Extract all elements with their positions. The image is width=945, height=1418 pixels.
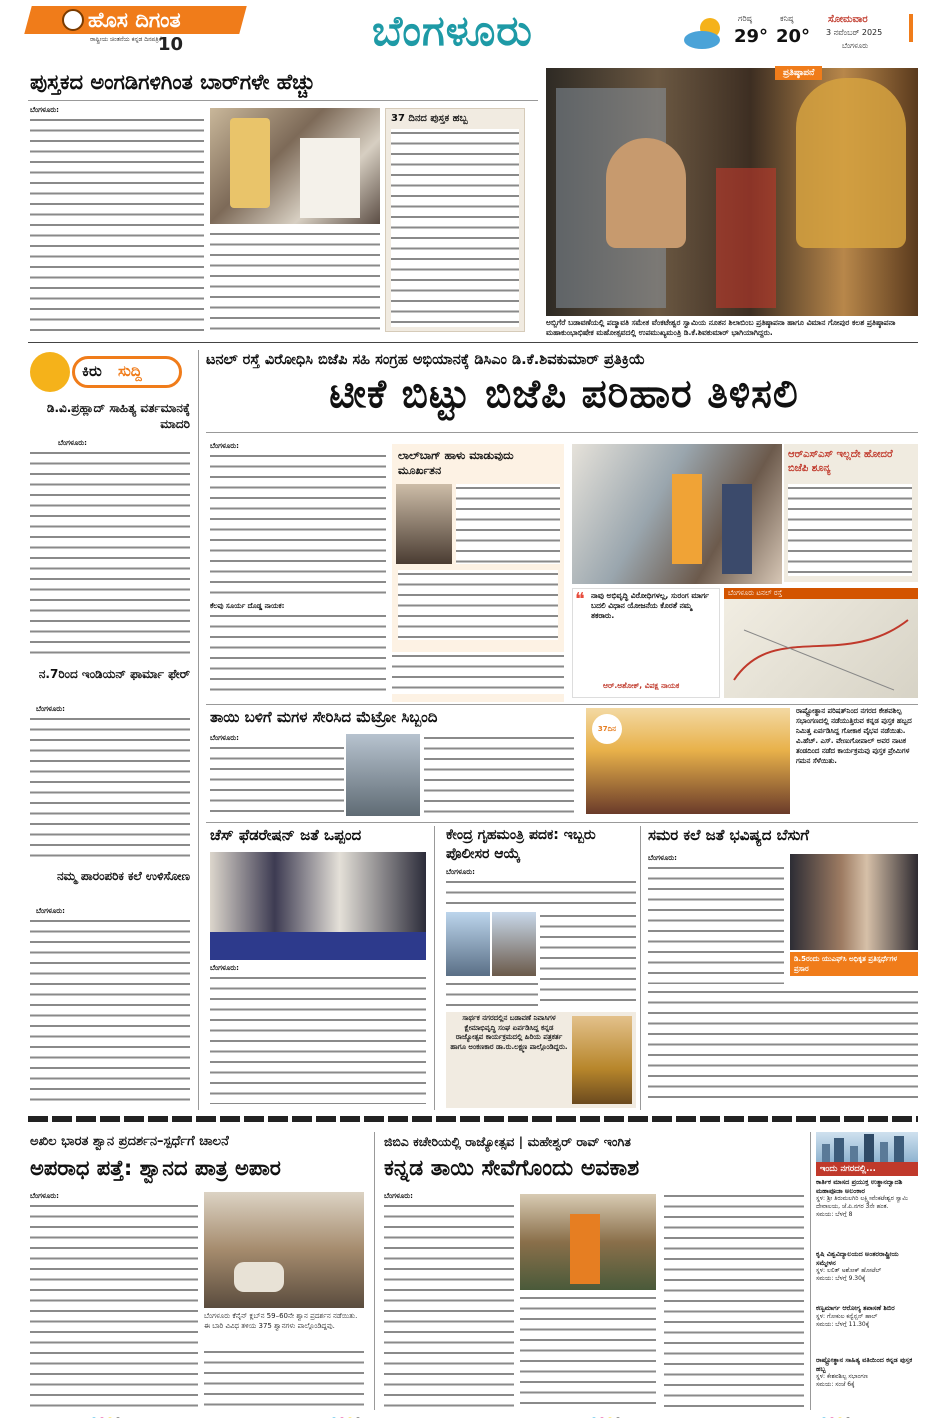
lead-body-col1 [30, 116, 204, 334]
chess-headline: ಚೆಸ್ ಫೆಡರೇಷನ್ ಜತೆ ಒಪ್ಪಂದ [210, 826, 362, 844]
quote-box [572, 588, 720, 698]
events-title: ಇಂದು ನಗರದಲ್ಲಿ... [816, 1162, 918, 1176]
award-photo [572, 1016, 632, 1104]
rss-title: ಆರ್‌ಎಸ್‌ಎಸ್ ಇಲ್ಲದೇ ಹೋದರೆ ಬಿಜೆಪಿ ಶೂನ್ಯ [788, 449, 893, 474]
main-body-col1 [210, 452, 386, 600]
event-3-time: ಸಮಯ: ಬೆಳಗ್ಗೆ 11.30ಕ್ಕೆ [816, 1320, 870, 1328]
temple-caption: ಅಬ್ಬಿಗೆರೆ ಬಡಾವಣೆಯಲ್ಲಿ ಪದ್ಮಾವತಿ ಸಮೇತ ವೆಂಕಟೇಶ್ವರ ಸ್ವಾಮಿಯ ನೂತನ ಶಿಲಾಬಿಂಬ ಪ್ರತಿಷ್ಠಾಪನಾ ಹಾಗೂ ವಿಮಾನ ಗೋಪುರ ಕಲಶ ಪ್ರತಿಷ್ಠಾಪನಾ ಮಹಾಕುಂಭಾಭಿಷೇಕ ಮಹೋತ್ಸವದಲ್ಲಿ ಉಪಮುಖ್ಯಮಂತ್ರಿ ಡಿ.ಕೆ.ಶಿವಕುಮಾರ್ ಭಾಗಿಯಾಗಿದ್ದರು. [546, 318, 896, 337]
main-headline: ಟೀಕೆ ಬಿಟ್ಟು ಬಿಜೆಪಿ ಪರಿಹಾರ ತಿಳಿಸಲಿ [329, 372, 799, 417]
kiru-item-1-dateline: ಬೆಂಗಳೂರು: [58, 439, 87, 447]
city-name: ಬೆಂಗಳೂರು [372, 6, 533, 55]
edition: ಬೆಂಗಳೂರು [842, 42, 869, 50]
martial-headline: ಸಮರ ಕಲೆ ಜತೆ ಭವಿಷ್ಯದ ಬೆಸುಗೆ [648, 826, 809, 844]
event-1-time: ಸಮಯ: ಬೆಳಗ್ಗೆ 8 [816, 1211, 853, 1218]
rajyotsava-photo [586, 708, 790, 814]
logo-tagline: ರಾಷ್ಟ್ರೀಯ ಚಿಂತನೆಯ ಕನ್ನಡ ದಿನಪತ್ರಿಕೆ [90, 36, 162, 43]
award-caption: ಸಾರ್ಥಕ ನಗರದಲ್ಲಿನ ಬಡಾವಣೆ ನಿವಾಸಿಗಳ ಕ್ಷೇಮಾಭಿವೃದ್ಧಿ ಸಂಘ ಏರ್ಪಡಿಸಿದ್ದ ಕನ್ನಡ ರಾಜ್ಯೋತ್ಸವ ಕಾರ್ಯಕ್ರಮದಲ್ಲಿ ಹಿರಿಯ ಪತ್ರಕರ್ತ ಹಾಗೂ ಅಂಕಣಕಾರ ಡಾ.ರು.ಲಕ್ಷ್ಮಣ ಪಾಲ್ಗೊಂಡಿದ್ದರು. [450, 1014, 568, 1051]
gba-photo [520, 1194, 656, 1290]
skyline-icon [816, 1132, 918, 1162]
event-1-place: ಸ್ಥಳ: ಶ್ರೀ ತಿರುಮಲಗಿರಿ ಲಕ್ಷ್ಮೀವೆಂಕಟೇಶ್ವರ ಸ್ವಾಮಿ ದೇವಾಲಯ, ಜೆ.ಪಿ.ನಗರ 3ನೇ ಹಂತ. [816, 1195, 908, 1210]
martial-dateline: ಬೆಂಗಳೂರು: [648, 854, 677, 862]
chess-dateline: ಬೆಂಗಳೂರು: [210, 964, 239, 972]
kiru-item-3-body [30, 917, 190, 1105]
quote-author: ಆರ್.ಅಶೋಕ್, ವಿಪಕ್ಷ ನಾಯಕ [603, 681, 680, 690]
kiru-item-1-body [30, 449, 190, 659]
lead-body-col2 [210, 230, 380, 334]
color-registration-marks [90, 1410, 850, 1418]
lalbagh-title: ಲಾಲ್‌ಬಾಗ್ ಹಾಳು ಮಾಡುವುದು ಮೂರ್ಖತನ [398, 449, 514, 477]
metro-headline: ತಾಯಿ ಬಳಿಗೆ ಮಗಳ ಸೇರಿಸಿದ ಮೆಟ್ರೋ ಸಿಬ್ಬಂದಿ [210, 708, 438, 726]
temp-max-label: ಗರಿಷ್ಠ [738, 14, 752, 23]
lead-photo [210, 108, 380, 224]
gba-headline: ಕನ್ನಡ ತಾಯಿ ಸೇವೆಗೊಂದು ಅವಕಾಶ [384, 1156, 640, 1181]
gba-body-col1 [384, 1202, 514, 1408]
event-4-name: ರಾಷ್ಟ್ರೋತ್ಥಾನ ಸಾಹಿತ್ಯ ವತಿಯಿಂದ ಕನ್ನಡ ಪುಸ್ತಕ ಹಬ್ಬ [816, 1356, 913, 1373]
gba-body-col2 [520, 1294, 656, 1408]
kiru-item-3-title: ನಮ್ಮ ಪಾರಂಪರಿಕ ಕಲೆ ಉಳಿಸೋಣ [56, 869, 190, 883]
police-body-3 [446, 980, 538, 1008]
dog-photo-caption: ಬೆಂಗಳೂರು ಕೆನೈನ್ ಕ್ಲಬ್‌ನ 59–60ನೇ ಶ್ವಾನ ಪ್ರದರ್ಶನ ನಡೆಯಿತು. ಈ ಬಾರಿ ವಿವಿಧ ತಳಿಯ 375 ಶ್ವಾನಗಳು ಪಾಲ್ಗೊಂಡಿದ್ದವು. [204, 1312, 358, 1330]
event-2-time: ಸಮಯ: ಬೆಳಗ್ಗೆ 9.30ಕ್ಕೆ [816, 1275, 866, 1282]
rajyotsava-banner-num: 37ದಿನ [592, 714, 622, 744]
page-number: 10 [158, 34, 184, 55]
kiru-suddi-badge [30, 350, 185, 394]
main-photo [572, 444, 782, 584]
quote-icon: ❝ [575, 589, 585, 610]
award-box [446, 1012, 636, 1108]
martial-body-col2 [648, 988, 918, 1104]
metro-photo [346, 734, 420, 816]
metro-dateline: ಬೆಂಗಳೂರು: [210, 734, 239, 742]
tunnel-map [724, 588, 918, 698]
main-dateline: ಬೆಂಗಳೂರು: [210, 442, 239, 450]
rss-box [784, 444, 918, 582]
date: 3 ನವೆಂಬರ್ 2025 [826, 28, 883, 37]
event-4 [816, 1356, 918, 1389]
event-1 [816, 1178, 918, 1219]
dks-portrait [396, 484, 452, 564]
event-4-place: ಸ್ಥಳ: ಕೇಶವಶಿಲ್ಪ ಸಭಾಂಗಣ [816, 1373, 868, 1380]
dog-body-col2 [204, 1348, 364, 1408]
logo-emblem-icon [62, 9, 84, 31]
dog-kicker: ಅಖಿಲ ಭಾರತ ಶ್ವಾನ ಪ್ರದರ್ಶನ–ಸ್ಪರ್ಧೆಗೆ ಚಾಲನೆ [30, 1134, 229, 1149]
gba-kicker: ಜಿಬಿಎ ಕಚೇರಿಯಲ್ಲಿ ರಾಜ್ಯೋತ್ಸವ | ಮಹೇಶ್ವರ್ ರಾವ್ ಇಂಗಿತ [384, 1134, 631, 1149]
dog-dateline: ಬೆಂಗಳೂರು: [30, 1192, 59, 1200]
main-body-col2b [392, 652, 564, 694]
kiru-item-2-dateline: ಬೆಂಗಳೂರು: [36, 705, 65, 713]
section-divider [28, 1116, 918, 1122]
weather-icon [680, 14, 728, 50]
temple-photo [546, 68, 918, 316]
event-1-name: ಕಾರ್ತಿಕ ಮಾಸದ ಪ್ರಯುಕ್ತ ಉತ್ಥಾನದ್ವಾದಶಿ ಮಹಾಪೂಜಾ ಅಲಂಕಾರ [816, 1178, 903, 1195]
kiru-item-3-dateline: ಬೆಂಗಳೂರು: [36, 907, 65, 915]
gba-dateline: ಬೆಂಗಳೂರು: [384, 1192, 413, 1200]
event-3-name: ಕಣ್ವಮಾರ್ಗ ಆರೋಗ್ಯ ತಪಾಸಣೆ ಶಿಬಿರ [816, 1304, 895, 1312]
main-body-col1b [210, 612, 386, 694]
chess-body [210, 974, 426, 1104]
main-subhead: ಕೆಲವು ಸೂರ್ಯ ದೊಡ್ಡ ನಾಯಕ: [210, 602, 285, 610]
masthead-accent [909, 14, 913, 42]
temple-label: ಪ್ರತಿಷ್ಠಾಪನೆ [775, 66, 822, 80]
kiru-item-2-title: ನ.7ರಿಂದ ಇಂಡಿಯನ್ ಫಾರ್ಮಾ ಫೇರ್ [38, 667, 190, 681]
suddi-label: ಸುದ್ದಿ [118, 362, 142, 380]
map-label: ಬೆಂಗಳೂರು ಟನಲ್ ರಸ್ತೆ [724, 588, 918, 599]
day: ಸೋಮವಾರ [828, 14, 868, 25]
dog-headline: ಅಪರಾಧ ಪತ್ತೆ: ಶ್ವಾನದ ಪಾತ್ರ ಅಪಾರ [30, 1156, 281, 1180]
book-fest-box [385, 108, 525, 332]
police-headline: ಕೇಂದ್ರ ಗೃಹಮಂತ್ರಿ ಪದಕ: ಇಬ್ಬರು ಪೊಲೀಸರ ಆಯ್ಕೆ [446, 827, 596, 862]
martial-photo [790, 854, 918, 950]
metro-body-col2 [424, 734, 574, 816]
event-2-name: ಕೃಷಿ ವಿಶ್ವವಿದ್ಯಾಲಯದ ಅಂತರರಾಷ್ಟ್ರೀಯ ಸಮ್ಮೇಳನ [816, 1250, 899, 1267]
chess-photo [210, 852, 426, 960]
dog-photo [204, 1192, 364, 1308]
kiru-item-2-body [30, 715, 190, 863]
logo: ಹೊಸ ದಿಗಂತ [88, 7, 181, 32]
kiru-label: ಕಿರು [82, 362, 102, 380]
temp-min: 20° [776, 26, 811, 47]
quote-text: ನಾವು ಅಭಿವೃದ್ಧಿ ವಿರೋಧಿಗಳಲ್ಲ, ಸುರಂಗ ಮಾರ್ಗ ಬದಲಿ ವಿಧಾನ ಯೋಜನೆಯ ಕೊರತೆ ನಮ್ಮ ತಕರಾರು. [591, 591, 710, 620]
event-2 [816, 1250, 918, 1283]
temp-max: 29° [734, 26, 769, 47]
gba-body-col3 [664, 1192, 804, 1408]
event-2-place: ಸ್ಥಳ: ಲಲಿತ್ ಅಶೋಕ್ ಹೋಟೆಲ್ [816, 1267, 882, 1274]
metro-body-col1 [210, 744, 344, 816]
hand-icon [30, 352, 70, 392]
book-fest-title: 37 ದಿನದ ಪುಸ್ತಕ ಹಬ್ಬ [391, 113, 468, 124]
martial-photo-label: ಡಿ.5ರಂದು ಯುಎಫ್‌ಸಿ ಅಧಿಕೃತ ಪ್ರತಿಸ್ಪರ್ಧೆಗಳ ಪ್ರಸಾರ [790, 952, 918, 976]
rajyotsava-caption: ರಾಷ್ಟ್ರೋತ್ಥಾನ ಪರಿಷತ್‌ನಿಂದ ನಗರದ ಕೇಶವಶಿಲ್ಪ ಸಭಾಂಗಣದಲ್ಲಿ ನಡೆಯುತ್ತಿರುವ ಕನ್ನಡ ಪುಸ್ತಕ ಹಬ್ಬದ ನಿಮಿತ್ತ ಏರ್ಪಡಿಸಿದ್ದ ಗೋಕಾಕ ವೈಭವ ನಡೆಯಿತು. ವಿ.ಹೆಚ್. ಎಸ್. ವೇಣುಗೋಪಾಲ್ ಅವರ ನಾಟಕ ತಂಡದಿಂದ ನಡೆದ ಕಾರ್ಯಕ್ರಮವು ಪುಸ್ತಕ ಪ್ರೇಮಿಗಳ ಗಮನ ಸೆಳೆಯಿತು. [796, 707, 912, 765]
police-photo-2 [492, 912, 536, 976]
dog-body-col1 [30, 1202, 198, 1408]
police-photo-1 [446, 912, 490, 976]
lead-dateline: ಬೆಂಗಳೂರು: [30, 106, 59, 114]
kiru-item-1-title: ಡಿ.ವಿ.ಪ್ರಹ್ಲಾದ್ ಸಾಹಿತ್ಯ ವರ್ತಮಾನಕ್ಕೆ ಮಾದರಿ [46, 401, 190, 431]
police-dateline: ಬೆಂಗಳೂರು: [446, 868, 475, 876]
main-kicker: ಟನಲ್ ರಸ್ತೆ ವಿರೋಧಿಸಿ ಬಿಜೆಪಿ ಸಹಿ ಸಂಗ್ರಹ ಅಭಿಯಾನಕ್ಕೆ ಡಿಸಿಎಂ ಡಿ.ಕೆ.ಶಿವಕುಮಾರ್ ಪ್ರತಿಕ್ರಿಯೆ [206, 352, 646, 368]
events-box [816, 1132, 918, 1410]
event-3-place: ಸ್ಥಳ: ಗೋಕುಲ ಕನ್ವೆನ್ಷನ್ ಹಾಲ್ [816, 1312, 878, 1320]
event-3 [816, 1304, 918, 1329]
police-body-1 [446, 878, 636, 908]
martial-body-col1 [648, 864, 784, 984]
event-4-time: ಸಮಯ: ಸಂಜೆ 6ಕ್ಕೆ [816, 1381, 855, 1388]
lead-headline: ಪುಸ್ತಕದ ಅಂಗಡಿಗಳಿಗಿಂತ ಬಾರ್‌ಗಳೇ ಹೆಚ್ಚು [30, 70, 316, 94]
masthead [0, 0, 945, 62]
police-body-2 [540, 912, 636, 1008]
temp-min-label: ಕನಿಷ್ಠ [780, 14, 794, 23]
